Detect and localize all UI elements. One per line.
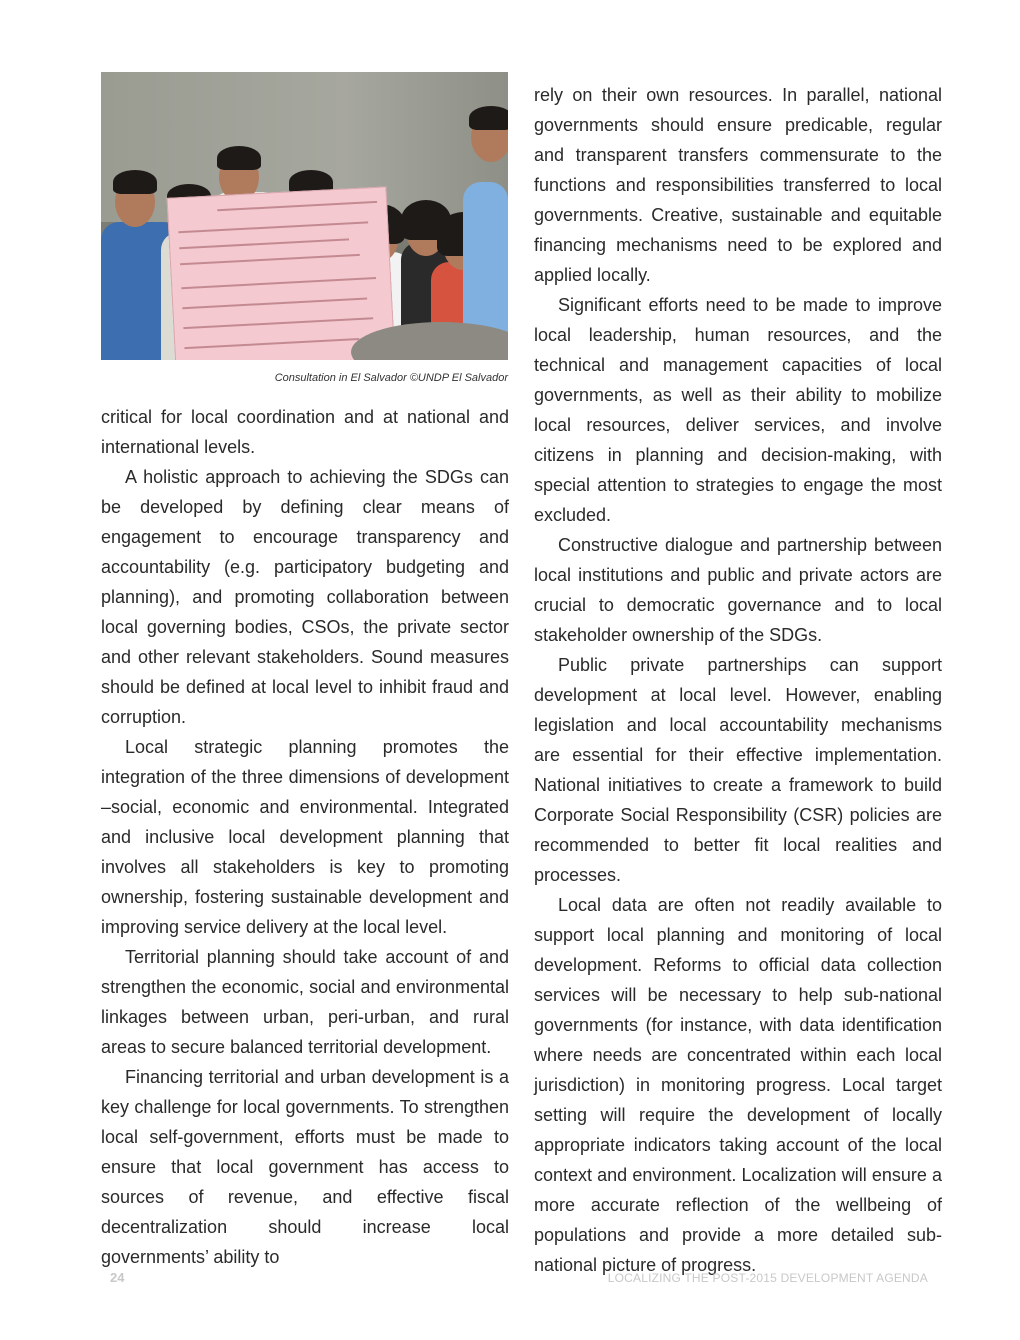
paragraph: Territorial planning should take account of and strengthen the economic, social and environmental linkages between urban, peri-urban, and rural areas to secure balanced territorial development. — [101, 947, 509, 1057]
paragraph: Public private partnerships can support development at local level. However, enabling legislation and local accountability mechanisms are essential for their effective implementation. National initiatives to create a framework to build Corporate Social Responsibility (CSR) policies are recommended to better fit local realities and processes. — [534, 655, 942, 885]
paragraph: critical for local coordination and at national and international levels. — [101, 407, 509, 457]
paragraph: rely on their own resources. In parallel, national governments should ensure predicable, regular and transparent transfers commensurate to the functions and responsibilities transferred to local governments. Creative, sustainable and equitable financing mechanisms need to be explored and applied locally. — [534, 85, 942, 285]
planning-poster — [167, 186, 396, 360]
person-hair — [217, 146, 261, 170]
right-column — [534, 80, 942, 1280]
person-hair — [113, 170, 157, 194]
consultation-photo — [101, 72, 508, 360]
photo-caption: Consultation in El Salvador ©UNDP El Salvador — [274, 372, 508, 384]
paragraph: Local data are often not readily available to support local planning and monitoring of local development. Reforms to official data collection services will be necessary to help sub-national governments (for instance, with data identification where needs are concentrated within each local jurisdiction) in monitoring progress. Local target setting will require the development of locally appropriate indicators taking account of the local context and environment. Localization will ensure a more accurate reflection of the wellbeing of populations and provide a more detailed sub-national picture of progress. — [534, 895, 942, 1275]
person-hair — [469, 106, 508, 130]
page-number: 24 — [110, 1270, 125, 1285]
paragraph: Local strategic planning promotes the integration of the three dimensions of development –social, economic and environmental. Integrated and inclusive local development planning that involves all stakeholders is key to promoting ownership, fostering sustainable development and improving service delivery at the local level. — [101, 737, 509, 937]
paragraph: Significant efforts need to be made to improve local leadership, human resources, and the technical and management capacities of local governments, as well as their ability to mobilize local resources, deliver services, and involve citizens in planning and decision-making, with special attention to strategies to engage the most excluded. — [534, 295, 942, 525]
paragraph: Constructive dialogue and partnership between local institutions and public and private actors are crucial to democratic governance and to local stakeholder ownership of the SDGs. — [534, 535, 942, 645]
paragraph: Financing territorial and urban development is a key challenge for local governments. To strengthen local self-government, efforts must be made to ensure that local government has access to sources of revenue, and effective fiscal decentralization should increase local governments’ ability to — [101, 1067, 509, 1267]
paragraph: A holistic approach to achieving the SDGs can be developed by defining clear means of engagement to encourage transparency and accountability (e.g. participatory budgeting and planning), and promoting collaboration between local governing bodies, CSOs, the private sector and other relevant stakeholders. Sound measures should be defined at local level to inhibit fraud and corruption. — [101, 467, 509, 727]
running-title: LOCALIZING THE POST-2015 DEVELOPMENT AGENDA — [607, 1271, 928, 1285]
left-column — [101, 402, 509, 1272]
